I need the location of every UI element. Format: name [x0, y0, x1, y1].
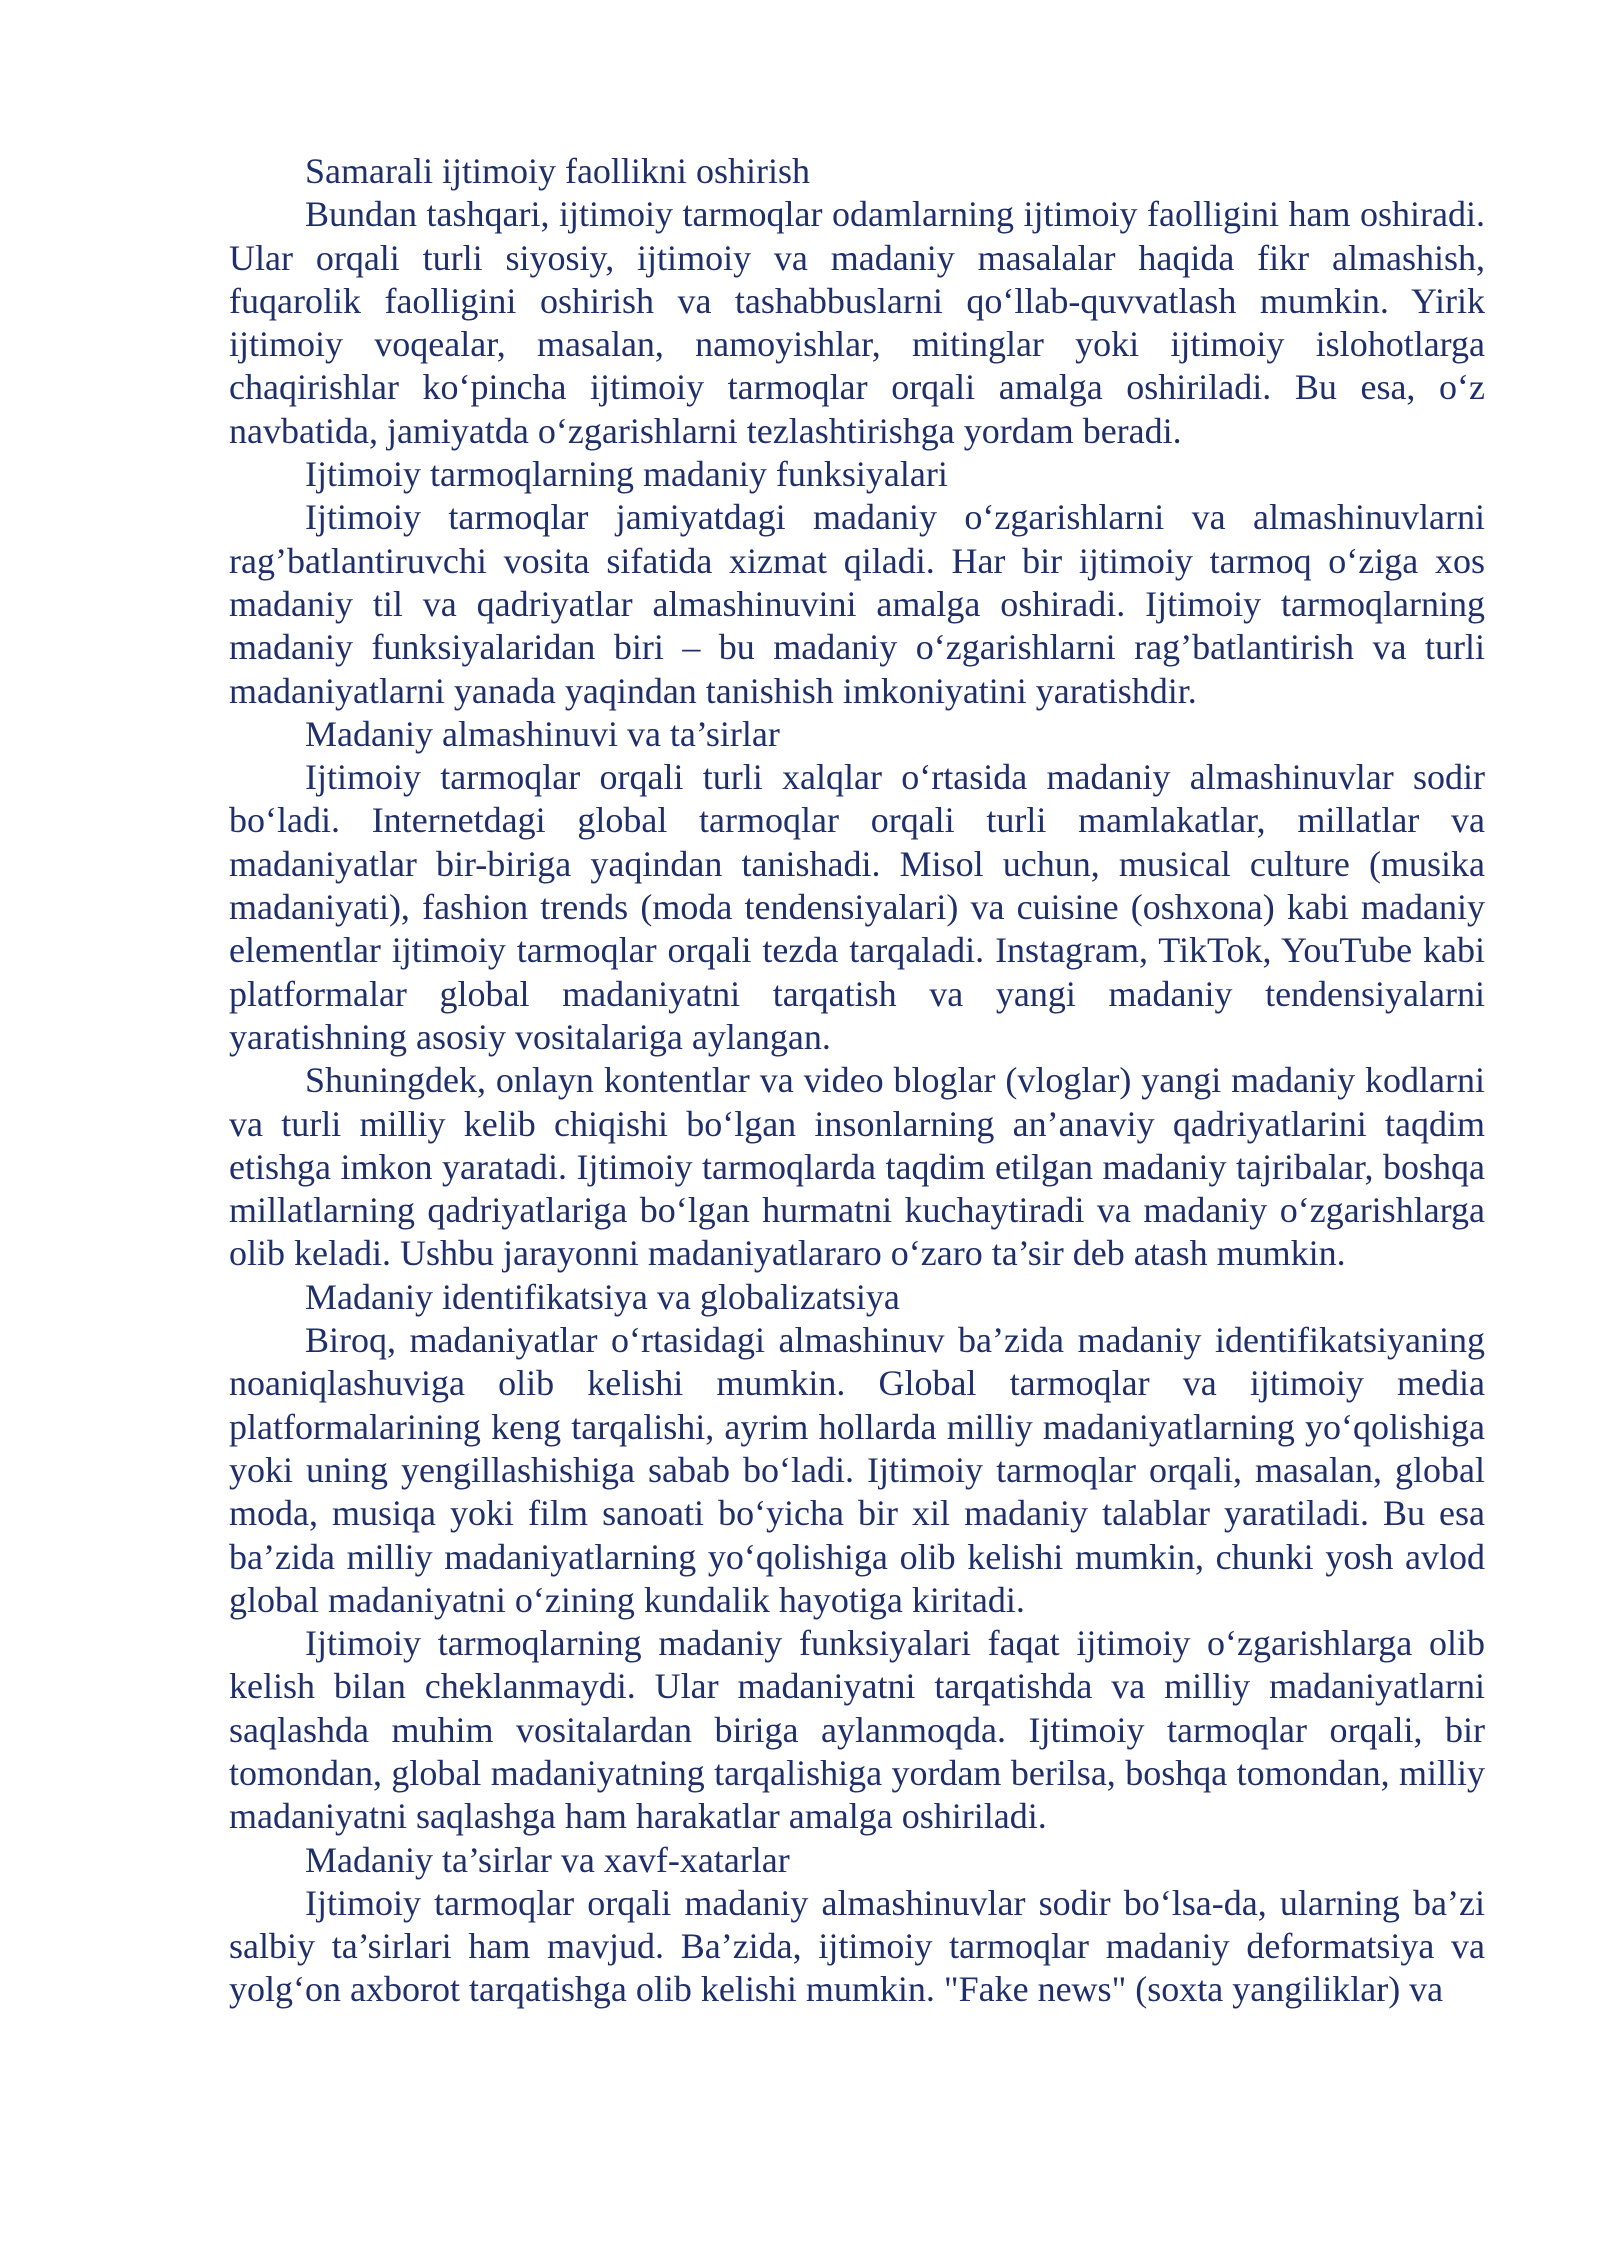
paragraph: Ijtimoiy tarmoqlar jamiyatdagi madaniy o‘zgarishlarni va almashinuvlarni rag’batlantiruvchi vosita sifatida xizmat qiladi. Har bir ijtimoiy tarmoq o‘ziga xos madaniy til va qadriyatlar almashinuvini amalga oshiradi. Ijtimoiy tarmoqlarning madaniy funksiyalaridan biri – bu madaniy o‘zgarishlarni rag’batlantirish va turli madaniyatlarni yanada yaqindan tanishish imkoniyatini yaratishdir. [229, 497, 1485, 711]
paragraph: Bundan tashqari, ijtimoiy tarmoqlar odamlarning ijtimoiy faolligini ham oshiradi. Ular orqali turli siyosiy, ijtimoiy va madaniy masalalar haqida fikr almashish, fuqarolik faolligini oshirish va tashabbuslarni qo‘llab-quvvatlash mumkin. Yirik ijtimoiy voqealar, masalan, namoyishlar, mitinglar yoki ijtimoiy islohotlarga chaqirishlar ko‘pincha ijtimoiy tarmoqlar orqali amalga oshiriladi. Bu esa, o‘z navbatida, jamiyatda o‘zgarishlarni tezlashtirishga yordam beradi. [229, 194, 1485, 451]
paragraph: Ijtimoiy tarmoqlar orqali turli xalqlar o‘rtasida madaniy almashinuvlar sodir bo‘ladi. Internetdagi global tarmoqlar orqali turli mamlakatlar, millatlar va madaniyatlar bir-biriga yaqindan tanishadi. Misol uchun, musical culture (musika madaniyati), fashion trends (moda tendensiyalari) va cuisine (oshxona) kabi madaniy elementlar ijtimoiy tarmoqlar orqali tezda tarqaladi. Instagram, TikTok, YouTube kabi platformalar global madaniyatni tarqatish va yangi madaniy tendensiyalarni yaratishning asosiy vositalariga aylangan. [229, 757, 1485, 1057]
paragraph: Ijtimoiy tarmoqlarning madaniy funksiyalari faqat ijtimoiy o‘zgarishlarga olib kelish bilan cheklanmaydi. Ular madaniyatni tarqatishda va milliy madaniyatlarni saqlashda muhim vositalardan biriga aylanmoqda. Ijtimoiy tarmoqlar orqali, bir tomondan, global madaniyatning tarqalishiga yordam berilsa, boshqa tomondan, milliy madaniyatni saqlashga ham harakatlar amalga oshiriladi. [229, 1623, 1485, 1837]
section-heading: Madaniy identifikatsiya va globalizatsiya [305, 1276, 900, 1317]
document-page [229, 150, 1485, 2012]
paragraph: Biroq, madaniyatlar o‘rtasidagi almashinuv ba’zida madaniy identifikatsiyaning noaniqlashuviga olib kelishi mumkin. Global tarmoqlar va ijtimoiy media platformalarining keng tarqalishi, ayrim hollarda milliy madaniyatlarning yo‘qolishiga yoki uning yengillashishiga sabab bo‘ladi. Ijtimoiy tarmoqlar orqali, masalan, global moda, musiqa yoki film sanoati bo‘yicha bir xil madaniy talablar yaratiladi. Bu esa ba’zida milliy madaniyatlarning yo‘qolishiga olib kelishi mumkin, chunki yosh avlod global madaniyatni o‘zining kundalik hayotiga kiritadi. [229, 1320, 1485, 1620]
section-heading: Samarali ijtimoiy faollikni oshirish [305, 151, 810, 191]
paragraph: Shuningdek, onlayn kontentlar va video bloglar (vloglar) yangi madaniy kodlarni va turli milliy kelib chiqishi bo‘lgan insonlarning an’anaviy qadriyatlarini taqdim etishga imkon yaratadi. Ijtimoiy tarmoqlarda taqdim etilgan madaniy tajribalar, boshqa millatlarning qadriyatlariga bo‘lgan hurmatni kuchaytiradi va madaniy o‘zgarishlarga olib keladi. Ushbu jarayonni madaniyatlararo o‘zaro ta’sir deb atash mumkin. [229, 1060, 1485, 1274]
paragraph: Ijtimoiy tarmoqlar orqali madaniy almashinuvlar sodir bo‘lsa-da, ularning ba’zi salbiy ta’sirlari ham mavjud. Ba’zida, ijtimoiy tarmoqlar madaniy deformatsiya va yolg‘on axborot tarqatishga olib kelishi mumkin. "Fake news" (soxta yangiliklar) va [229, 1882, 1485, 2010]
section-heading: Madaniy ta’sirlar va xavf-xatarlar [305, 1839, 790, 1880]
section-heading: Ijtimoiy tarmoqlarning madaniy funksiyalari [305, 454, 948, 495]
section-heading: Madaniy almashinuvi va ta’sirlar [305, 713, 780, 754]
